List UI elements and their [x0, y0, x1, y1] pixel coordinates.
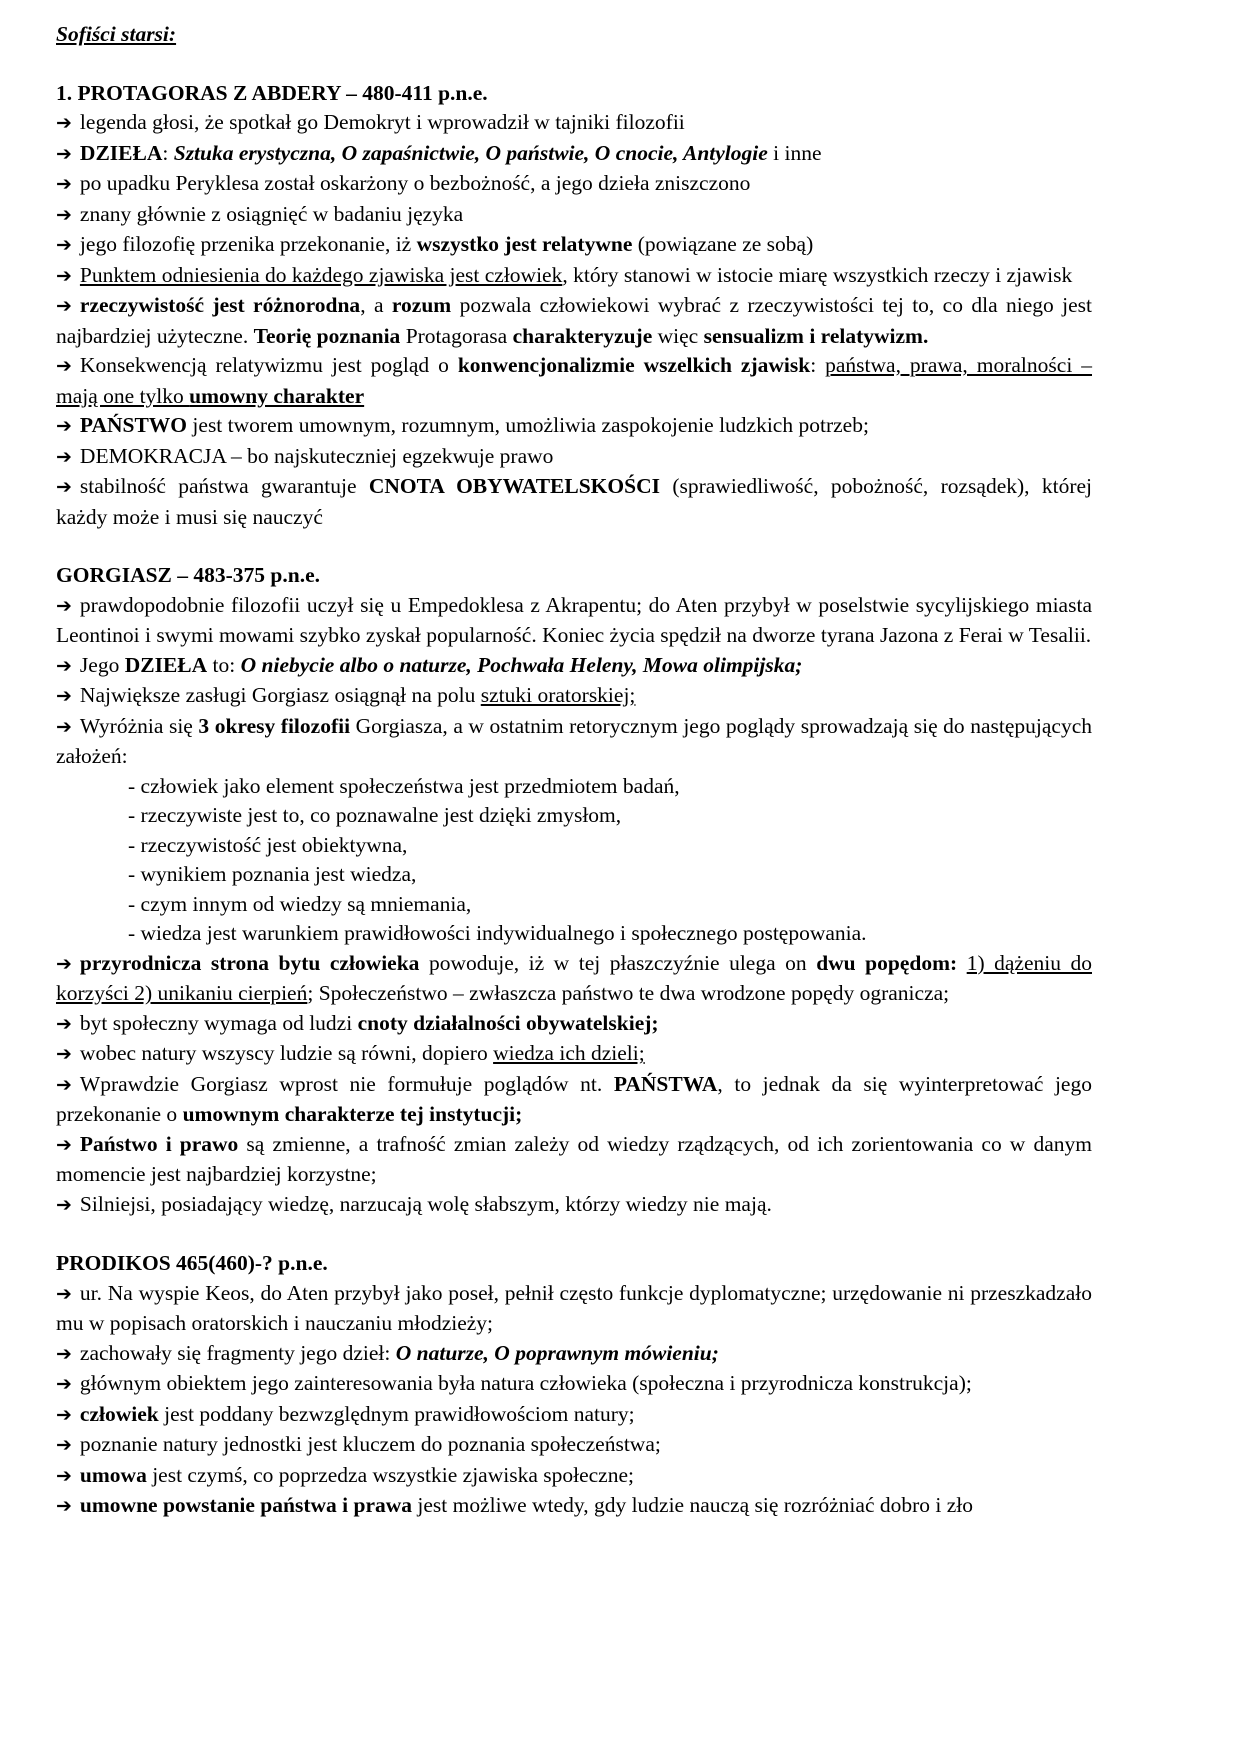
bullet-item: ➔ DEMOKRACJA – bo najskuteczniej egzekwuje prawo — [56, 443, 554, 468]
arrow-icon: ➔ — [56, 1403, 72, 1426]
bullet-item: ➔ Wyróżnia się 3 okresy filozofii Gorgiasza, a w ostatnim retorycznym jego poglądy sprowadzają się do następujących założeń: — [56, 713, 1093, 768]
arrow-icon: ➔ — [56, 264, 72, 287]
arrow-icon: ➔ — [56, 654, 72, 677]
arrow-icon: ➔ — [56, 715, 72, 738]
list-item: - wiedza jest warunkiem prawidłowości indywidualnego i społecznego postępowania. — [128, 921, 867, 945]
document-title: Sofiści starsi: — [56, 22, 177, 46]
bullet-item: ➔ Jego DZIEŁA to: O niebycie albo o naturze, Pochwała Heleny, Mowa olimpijska; — [56, 652, 803, 677]
arrow-icon: ➔ — [56, 476, 72, 498]
bullet-item: ➔ Punktem odniesienia do każdego zjawiska jest człowiek, który stanowi w istocie miarę wszystkich rzeczy i zjawisk — [56, 262, 1073, 287]
bullet-item: ➔ głównym obiektem jego zainteresowania była natura człowieka (społeczna i przyrodnicza konstrukcja); — [56, 1371, 972, 1395]
arrow-icon: ➔ — [56, 1373, 72, 1395]
bullet-item: ➔ stabilność państwa gwarantuje CNOTA OBYWATELSKOŚCI (sprawiedliwość, pobożność, rozsądek), której każdy może i musi się nauczyć — [56, 474, 1093, 529]
bullet-item: ➔ byt społeczny wymaga od ludzi cnoty działalności obywatelskiej; — [56, 1010, 659, 1035]
list-item: - człowiek jako element społeczeństwa jest przedmiotem badań, — [128, 773, 680, 798]
arrow-icon: ➔ — [56, 685, 72, 707]
section-heading: PRODIKOS 465(460)-? p.n.e. — [56, 1251, 328, 1275]
bullet-item: ➔ PAŃSTWO jest tworem umownym, rozumnym, umożliwia zaspokojenie ludzkich potrzeb; — [56, 413, 869, 437]
list-item: - czym innym od wiedzy są mniemania, — [128, 891, 472, 916]
bullet-item: ➔ Państwo i prawo są zmienne, a trafność zmian zależy od wiedzy rządzących, od ich zorientowania co w danym momencie jest najbardziej korzystne; — [56, 1131, 1092, 1186]
arrow-icon: ➔ — [56, 415, 72, 437]
bullet-item: ➔ zachowały się fragmenty jego dzieł: O naturze, O poprawnym mówieniu; — [56, 1340, 719, 1365]
list-item: - wynikiem poznania jest wiedza, — [128, 862, 417, 886]
arrow-icon: ➔ — [56, 1282, 72, 1305]
bullet-item: ➔ znany głównie z osiągnięć w badaniu języka — [56, 201, 464, 226]
bullet-item: ➔ człowiek jest poddany bezwzględnym prawidłowościom natury; — [56, 1401, 635, 1426]
arrow-icon: ➔ — [56, 203, 72, 226]
arrow-icon: ➔ — [56, 445, 72, 468]
bullet-item: ➔ umowa jest czymś, co poprzedza wszystkie zjawiska społeczne; — [56, 1462, 634, 1487]
bullet-item: ➔ prawdopodobnie filozofii uczył się u Empedoklesa z Akrapentu; do Aten przybył w poselstwie sycylijskiego miasta Leontinoi i swymi mowami szybko zyskał popularność. Koniec życia spędził na dworze tyrana Jazona z Ferai w Tesalii. — [56, 592, 1092, 647]
bullet-item: ➔ Silniejsi, posiadający wiedzę, narzucają wolę słabszym, którzy wiedzy nie mają. — [56, 1191, 772, 1216]
section-heading: 1. PROTAGORAS Z ABDERY – 480-411 p.n.e. — [56, 80, 488, 105]
arrow-icon: ➔ — [56, 594, 72, 617]
bullet-item: ➔ po upadku Peryklesa został oskarżony o bezbożność, a jego dzieła zniszczono — [56, 171, 751, 195]
arrow-icon: ➔ — [56, 1043, 72, 1065]
arrow-icon: ➔ — [56, 295, 72, 317]
bullet-item: ➔ umowne powstanie państwa i prawa jest możliwe wtedy, gdy ludzie nauczą się rozróżniać dobro i zło — [56, 1493, 974, 1517]
arrow-icon: ➔ — [56, 1073, 72, 1096]
bullet-item: ➔ przyrodnicza strona bytu człowieka powoduje, iż w tej płaszczyźnie ulega on dwu popędom: 1) dążeniu do korzyści 2) unikaniu cierpień; Społeczeństwo – zwłaszcza państwo te dwa wrodzone popędy ogranicza; — [56, 950, 1092, 1005]
bullet-item: ➔ Konsekwencją relatywizmu jest pogląd o konwencjonalizmie wszelkich zjawisk: państwa, prawa, moralności – mają one tylko umowny charakter — [56, 353, 1092, 408]
bullet-item: ➔ rzeczywistość jest różnorodna, a rozum pozwala człowiekowi wybrać z rzeczywistości tej to, co dla niego jest najbardziej użyteczne. Teorię poznania Protagorasa charakteryzuje więc sensualizm i relatywizm. — [56, 293, 1093, 348]
arrow-icon: ➔ — [56, 1012, 72, 1035]
bullet-item: ➔ jego filozofię przenika przekonanie, iż wszystko jest relatywne (powiązane ze sobą) — [56, 232, 814, 256]
arrow-icon: ➔ — [56, 1495, 72, 1517]
bullet-item: ➔ DZIEŁA: Sztuka erystyczna, O zapaśnictwie, O państwie, O cnocie, Antylogie i inne — [56, 140, 822, 165]
arrow-icon: ➔ — [56, 1434, 72, 1456]
bullet-item: ➔ poznanie natury jednostki jest kluczem do poznania społeczeństwa; — [56, 1432, 661, 1456]
arrow-icon: ➔ — [56, 355, 72, 377]
section-heading: GORGIASZ – 483-375 p.n.e. — [56, 563, 321, 587]
bullet-item: ➔ ur. Na wyspie Keos, do Aten przybył jako poseł, pełnił często funkcje dyplomatyczne; urzędowanie ni przeszkadzało mu w popisach oratorskich i nauczaniu młodzieży; — [56, 1280, 1092, 1335]
arrow-icon: ➔ — [56, 1133, 72, 1156]
bullet-item: ➔ legenda głosi, że spotkał go Demokryt i wprowadził w tajniki filozofii — [56, 110, 685, 134]
list-item: - rzeczywiste jest to, co poznawalne jest dzięki zmysłom, — [128, 803, 622, 827]
arrow-icon: ➔ — [56, 1464, 72, 1487]
arrow-icon: ➔ — [56, 1193, 72, 1216]
arrow-icon: ➔ — [56, 142, 72, 165]
bullet-item: ➔ Wprawdzie Gorgiasz wprost nie formułuje poglądów nt. PAŃSTWA, to jednak da się wyinterpretować jego przekonanie o umownym charakterze tej instytucji; — [56, 1071, 1092, 1126]
list-item: - rzeczywistość jest obiektywna, — [128, 832, 408, 857]
arrow-icon: ➔ — [56, 112, 72, 134]
document-content — [56, 79, 1092, 1522]
arrow-icon: ➔ — [56, 1342, 72, 1365]
arrow-icon: ➔ — [56, 234, 72, 256]
arrow-icon: ➔ — [56, 952, 72, 975]
arrow-icon: ➔ — [56, 173, 72, 195]
bullet-item: ➔ Największe zasługi Gorgiasz osiągnął na polu sztuki oratorskiej; — [56, 683, 636, 707]
bullet-item: ➔ wobec natury wszyscy ludzie są równi, dopiero wiedza ich dzieli; — [56, 1041, 645, 1065]
